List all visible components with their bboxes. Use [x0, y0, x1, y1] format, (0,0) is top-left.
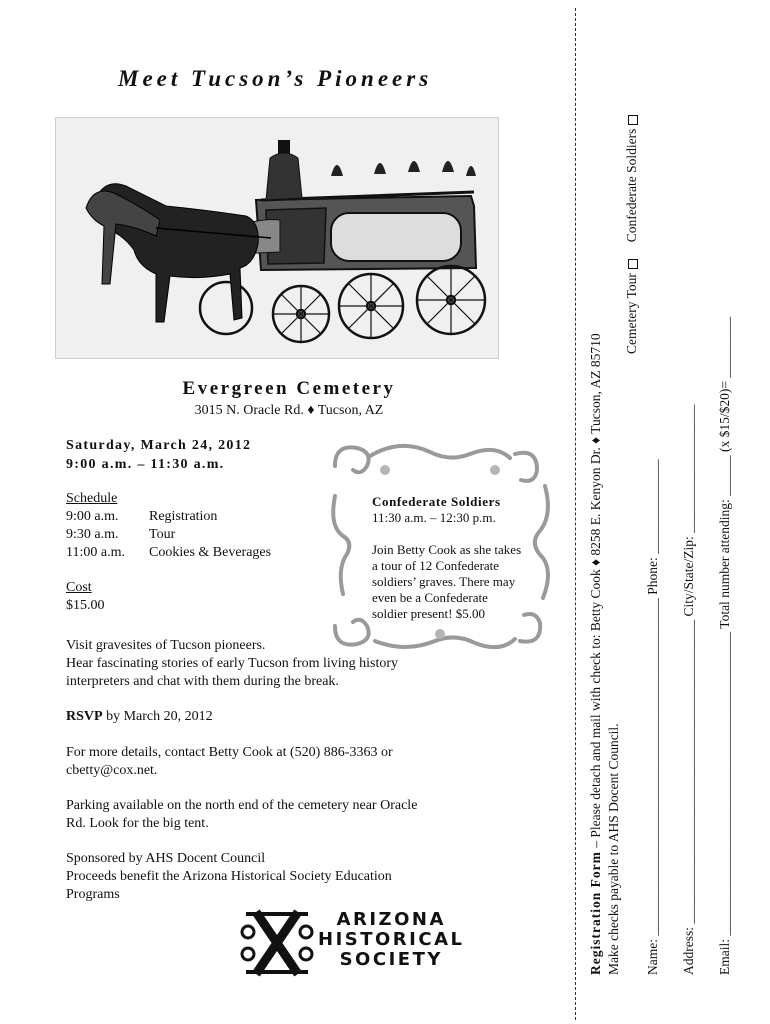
event-day: Saturday, March 24, 2012 [66, 438, 252, 453]
parking-line: Rd. Look for the big tent. [66, 816, 209, 831]
contact-line: For more details, contact Betty Cook at (520) 886-3363 or [66, 745, 393, 760]
description-line: Visit gravesites of Tucson pioneers. [66, 638, 266, 653]
confederate-heading: Confederate Soldiers [372, 494, 501, 509]
schedule-time: 9:00 a.m. [66, 509, 119, 524]
venue-address: 3015 N. Oracle Rd. ♦ Tucson, AZ [194, 403, 384, 418]
email-row [717, 317, 733, 975]
schedule-row [66, 526, 271, 544]
description-line: interpreters and chat with them during the break. [66, 674, 339, 689]
cemetery-tour-checkbox[interactable] [628, 259, 638, 269]
name-field[interactable]: __________________________________________________ [645, 598, 660, 939]
cemetery-tour-label: Cemetery Tour [624, 273, 639, 354]
cost-amount: $15.00 [66, 598, 105, 613]
rsvp-text: by March 20, 2012 [102, 709, 213, 724]
attending-field[interactable]: ______ (x $15/$20)= _________ [717, 316, 732, 500]
city-label: City/State/Zip: [681, 536, 696, 617]
phone-field[interactable]: ______________ [645, 459, 660, 558]
ahs-logo-text [318, 910, 464, 970]
event-time: 9:00 a.m. – 11:30 a.m. [66, 457, 225, 472]
description-line: Hear fascinating stories of early Tucson from living history [66, 656, 399, 671]
city-field[interactable]: ___________________ [681, 404, 696, 537]
schedule-event: Cookies & Beverages [149, 545, 272, 560]
sponsor-line: Proceeds benefit the Arizona Historical Society Education [66, 869, 392, 884]
confederate-option-label: Confederate Soldiers [624, 128, 639, 243]
venue-name: Evergreen Cemetery [182, 378, 396, 399]
confederate-line: Join Betty Cook as she takes [372, 542, 522, 557]
schedule-event: Tour [149, 527, 176, 542]
address-field[interactable]: _____________________________________________ [681, 619, 696, 927]
confederate-line: soldiers’ graves. There may [372, 574, 516, 589]
name-label: Name: [645, 939, 660, 975]
address-label: Address: [681, 927, 696, 975]
detach-line [575, 8, 576, 1020]
parking-line: Parking available on the north end of the cemetery near Oracle [66, 798, 418, 813]
schedule [66, 490, 271, 562]
form-instruction [588, 333, 604, 975]
hearse-illustration [55, 117, 499, 359]
form-heading: Registration Form [588, 851, 603, 975]
description [66, 637, 526, 691]
confederate-box [372, 494, 550, 622]
email-field[interactable]: _____________________________________________ [717, 631, 732, 939]
email-label: Email: [717, 939, 732, 975]
parking [66, 797, 526, 833]
contact-email[interactable]: cbetty@cox.net. [66, 763, 158, 778]
cost [66, 579, 105, 615]
confederate-option-checkbox[interactable] [628, 115, 638, 125]
contact [66, 744, 526, 780]
carriage-image [56, 118, 498, 358]
attending-label: Total number attending: [717, 499, 732, 629]
schedule-row [66, 508, 271, 526]
logo-line: HISTORICAL [318, 929, 465, 950]
sponsor [66, 850, 526, 904]
schedule-event: Registration [149, 509, 218, 524]
name-phone-row [645, 459, 661, 975]
rsvp-label: RSVP [66, 709, 103, 724]
schedule-row [66, 544, 271, 562]
logo-line: ARIZONA [336, 909, 446, 930]
logo-line: SOCIETY [339, 949, 443, 970]
form-options [624, 115, 640, 354]
form-payable: Make checks payable to AHS Docent Council. [606, 723, 621, 975]
confederate-line: soldier present! $5.00 [372, 606, 486, 621]
page-title: Meet Tucson’s Pioneers [118, 66, 433, 91]
form-mail-to: – Please detach and mail with check to: Betty Cook ♦ 8258 E. Kenyon Dr. ♦ Tucson, AZ 85710 [588, 333, 603, 852]
sponsor-line: Programs [66, 887, 120, 902]
cost-heading: Cost [66, 580, 92, 595]
schedule-heading: Schedule [66, 491, 118, 506]
schedule-time: 11:00 a.m. [66, 545, 125, 560]
confederate-time: 11:30 a.m. – 12:30 p.m. [372, 510, 496, 525]
sponsor-line: Sponsored by AHS Docent Council [66, 851, 266, 866]
address-row [681, 405, 697, 975]
phone-label: Phone: [645, 557, 660, 595]
confederate-line: even be a Confederate [372, 590, 488, 605]
schedule-time: 9:30 a.m. [66, 527, 119, 542]
event-date [66, 436, 251, 474]
rsvp [66, 708, 526, 726]
confederate-line: a tour of 12 Confederate [372, 558, 500, 573]
